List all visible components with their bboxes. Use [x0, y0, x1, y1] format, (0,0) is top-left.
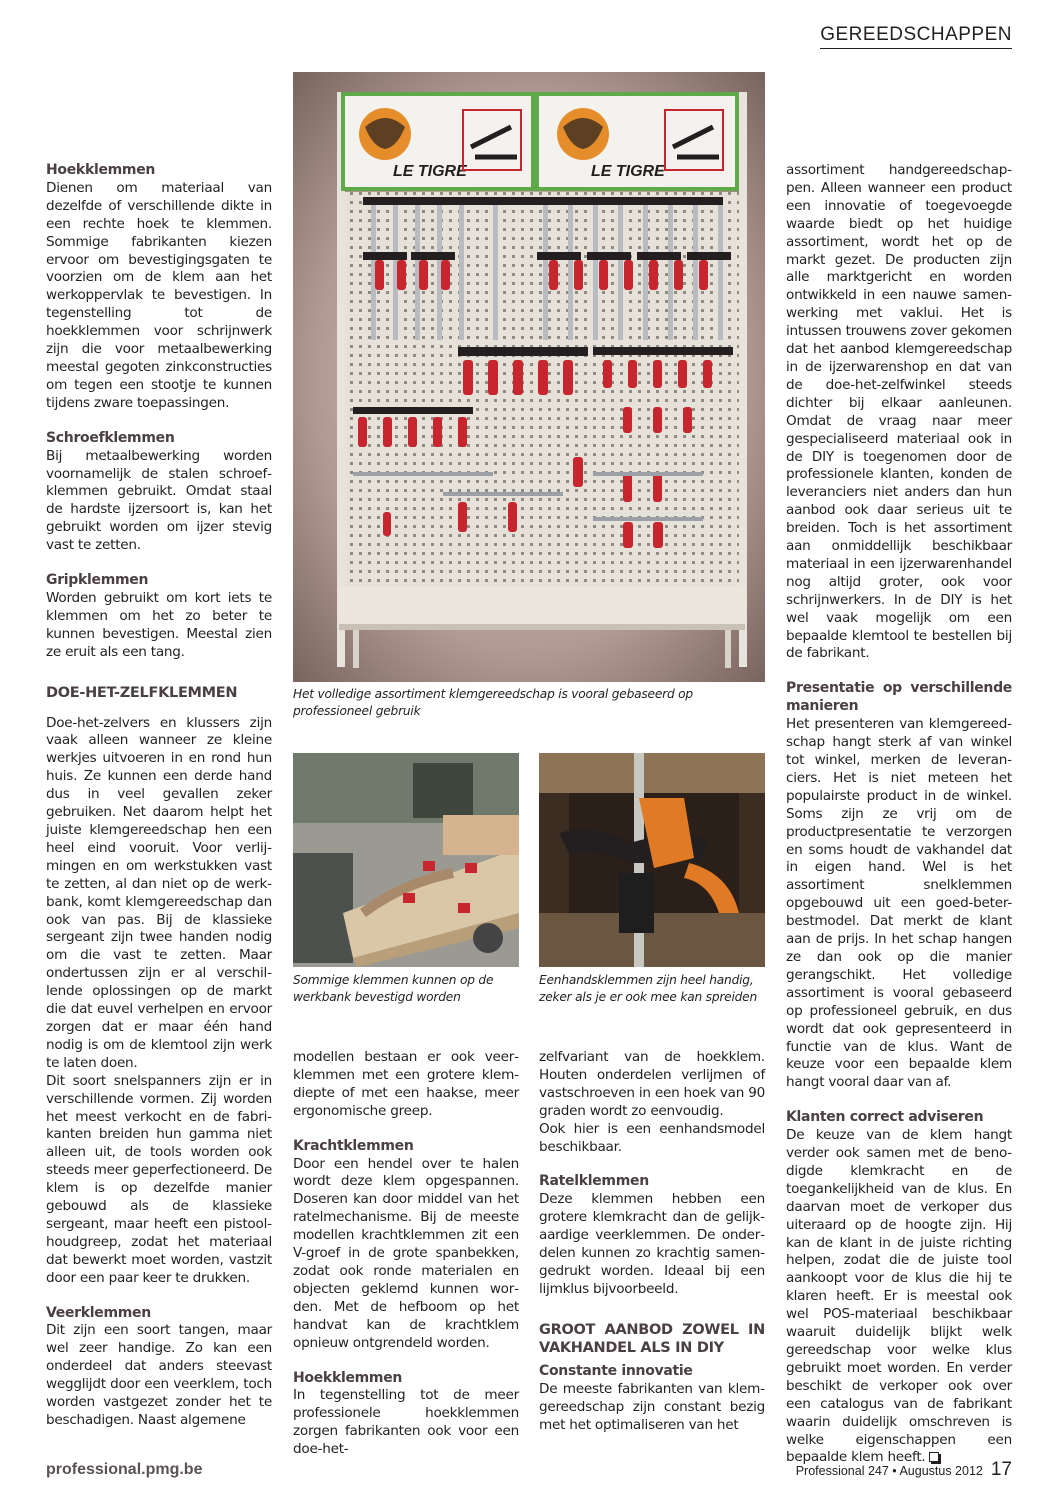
section-label: GEREEDSCHAPPEN	[820, 24, 1012, 49]
workbench-illustration	[293, 753, 519, 967]
heading-schroefklemmen: Schroefklemmen	[46, 429, 175, 446]
paragraph-krachtklemmen: Door een hendel over te halen wordt deze klem opgespannen. Doseren kan door middel van het ratelmechanisme. Bij de meeste modellen krachtklemmen zit een V-groef in de grote spanbekken, zodat ook ronde materialen en objecten geklemd kunnen worden. Met de hefboom op het handvat kan de krachtklem opnieuw ontgrendeld worden.	[293, 1155, 519, 1351]
caption-workbench-clamps: Sommige klemmen kunnen op de werkbank bevestigd worden	[293, 973, 494, 1004]
footer-issue-info	[796, 1459, 1012, 1481]
heading-doe-het-zelfklemmen: DOE-HET-ZELFKLEMMEN	[46, 684, 238, 701]
heading-veerklemmen: Veerklemmen	[46, 1304, 151, 1321]
photo-onehand-clamp	[539, 753, 765, 967]
paragraph-constante-innovatie: De meeste fabrikanten van klemgereedschap zijn constant bezig met het optimaliseren van het	[539, 1380, 765, 1433]
paragraph-klanten-adviseren	[786, 1127, 1012, 1467]
klanten-adviseren-text: De keuze van de klem hangt verder ook samen met de benodigde klemkracht en de toegankelijkheid van de klus. En daarvan moet de verkoper dus uiteraard op de hoogte zijn. Hij kan de klant in de juiste richting helpen, zodat die de juiste tool aankoopt voor de klus die hij te klaren heeft. Er is meestal ook wel POS-materiaal beschikbaar waaruit duidelijk blijkt welk gereedschap voor welke klus gebruikt moet worden. En verder beschikt de verkoper ook over een catalogus van de fabrikant waarin duidelijk omschreven is welke eigenschappen een bepaalde klem heeft.	[786, 1127, 1012, 1466]
column-2	[293, 1049, 519, 1459]
brand-logo-right: LE TIGRE	[591, 163, 665, 180]
column-3	[539, 1049, 765, 1434]
caption-onehand-clamp: Eenhandsklemmen zijn heel handig, zeker als je er ook mee kan spreiden	[539, 973, 758, 1004]
paragraph-hoekklemmen-cont: zelfvariant van de hoekklem. Houten onderdelen verlijmen of vastschroeven in een hoek van 90 graden wordt zo eenvoudig.	[539, 1049, 765, 1119]
caption-clamp-display: Het volledige assortiment klemgereedschap is vooral gebaseerd op professioneel gebruik	[293, 687, 693, 718]
column-1	[46, 162, 272, 1430]
clamp-display-illustration	[293, 72, 765, 682]
page-number: 17	[990, 1459, 1012, 1480]
paragraph-schroefklemmen: Bij metaalbewerking worden voornamelijk de stalen schroefklemmen gebruikt. Omdat staal de hardste ijzersoort is, kan het gebruikt worden om ijzer stevig vast te zetten.	[46, 447, 272, 554]
paragraph-hoekklemmen: Dienen om materiaal van dezelfde of verschillende dikte in een rechte hoek te klemmen. Sommige fabrikanten kiezen ervoor om bevestigingsgaten te voorzien om de klem aan het werkoppervlak te bevestigen. In tegenstelling tot de hoekklemmen voor schrijnwerk zijn die voor metaalbewerking meestal gegoten zinkconstructies om tegen een stootje te kunnen tijdens zware toepassingen.	[46, 179, 272, 411]
paragraph-presentatie: Het presenteren van klemgereedschap hangt sterk af van winkel tot winkel, merken de leveranciers. Het is niet meteen het populairste product in de winkel. Soms zijn ze vrij om de productpresentatie te verzorgen en soms houdt de vakhandel dat in eigen hand. Wel is het assortiment snelklemmen opgebouwd uit een goed-beter-bestmodel. Dat merkt de klant aan de prijs. In het schap hangen ze dan ook op die manier gerangschikt. Het volledige assortiment is vooral gebaseerd op professioneel gebruik, en dus wordt dat ook gepresenteerd in functie van de klus. Want de keuze voor een bepaalde klem hangt vooral daar van af.	[786, 716, 1012, 1091]
column-4	[786, 162, 1012, 1467]
photo-workbench-clamps	[293, 753, 519, 967]
issue-label: Professional 247 • Augustus 2012	[795, 1464, 983, 1478]
heading-groot-aanbod: GROOT AANBOD ZOWEL IN VAKHANDEL ALS IN DIY	[539, 1321, 765, 1356]
heading-hoekklemmen: Hoekklemmen	[46, 162, 156, 178]
heading-presentatie: Presentatie op verschillende manieren	[786, 680, 1012, 715]
brand-logo-left: LE TIGRE	[393, 163, 467, 180]
paragraph-veerklemmen-cont: modellen bestaan er ook veerklemmen met een grotere klemdiepte of met een haakse, meer ergonomische greep.	[293, 1049, 519, 1119]
paragraph-doe-het-zelf-2: Dit soort snelspanners zijn er in verschillende vormen. Zij worden het meest verkocht en de fabrikanten breiden hun gamma niet alleen uit, de tools worden ook steeds meer geperfectioneerd. De klem is op dezelfde manier gebouwd als de klassieke sergeant, maar heeft een pistoolhoudgreep, zodat het materiaal dat bewerkt moet worden, vastzit door een paar keer te drukken.	[46, 1072, 272, 1286]
paragraph-gripklemmen: Worden gebruikt om kort iets te klemmen om het zo beter te kunnen bevestigen. Meestal zien ze eruit als een tang.	[46, 589, 272, 660]
paragraph-ratelklemmen: Deze klemmen hebben een grotere klemkracht dan de gelijkaardige veerklemmen. De onderdelen kunnen zo krachtig samengedrukt worden. Ideaal bij een lijmklus bijvoorbeeld.	[539, 1191, 765, 1297]
photo-clamp-display	[293, 72, 765, 682]
heading-krachtklemmen: Krachtklemmen	[293, 1137, 414, 1154]
paragraph-assortiment: assortiment handgereedschappen. Alleen wanneer een product een innovatie of toegevoegde waarde biedt op het huidige assortiment, wordt het op de markt gezet. De producten zijn alle marktgericht en worden ontwikkeld in een nauwe samenwerking met vaklui. Het is intussen trouwens zover gekomen dat het aanbod klemgereedschap in de ijzerwarenshop en dat van de doe-het-zelfwinkel steeds dichter bij elkaar aanleunen. Omdat de vraag naar meer gespecialiseerd materiaal ook in de DIY is toegenomen door de professionele klanten, konden de leveranciers niet anders dan hun aanbod ook daar serieus uit te breiden. Toch is het assortiment aan onmiddellijk beschikbaar materiaal in een ijzerwarenhandel nog altijd groter, ook voor schrijnwerkers. In de DIY is het wel vaak mogelijk om een bepaalde klemtool te bestellen bij de fabrikant.	[786, 162, 1012, 662]
paragraph-veerklemmen: Dit zijn een soort tangen, maar wel zeer handige. Zo kan een onderdeel dat anders steevast wegglijdt door een veerklem, toch worden vastgezet zonder het te beschadigen. Naast algemene	[46, 1322, 272, 1428]
footer-website: professional.pmg.be	[46, 1461, 203, 1478]
heading-constante-innovatie: Constante innovatie	[539, 1362, 693, 1379]
heading-gripklemmen: Gripklemmen	[46, 572, 149, 589]
onehand-clamp-illustration	[539, 753, 765, 967]
paragraph-eenhandsmodel: Ook hier is een eenhandsmodel beschikbaar.	[539, 1120, 765, 1155]
paragraph-doe-het-zelf-1: Doe-het-zelvers en klussers zijn vaak alleen wanneer ze kleine werkjes uitvoeren in en rond hun huis. Ze kunnen een derde hand dus in veel gevallen zeker gebruiken. Net daarom helpt het juiste klemgereedschap hen een heel eind vooruit. Voor verlijmingen en om werkstukken vast te zetten, al dan niet op de werkbank, komt klemgereedschap dan ook van pas. Bij de klassieke sergeant zijn twee handen nodig om die vast te zetten. Maar ondertussen zijn er al verschillende oplossingen op de markt die dat euvel verhelpen en ervoor zorgen dat er maar één hand nodig is om de klemtool zijn werk te laten doen.	[46, 714, 272, 1071]
heading-ratelklemmen: Ratelklemmen	[539, 1173, 649, 1190]
heading-hoekklemmen-2: Hoekklemmen	[293, 1369, 403, 1386]
heading-klanten-adviseren: Klanten correct adviseren	[786, 1109, 984, 1126]
paragraph-hoekklemmen-2: In tegenstelling tot de meer professionele hoekklemmen zorgen fabrikanten ook voor een doe-het-	[293, 1387, 519, 1458]
